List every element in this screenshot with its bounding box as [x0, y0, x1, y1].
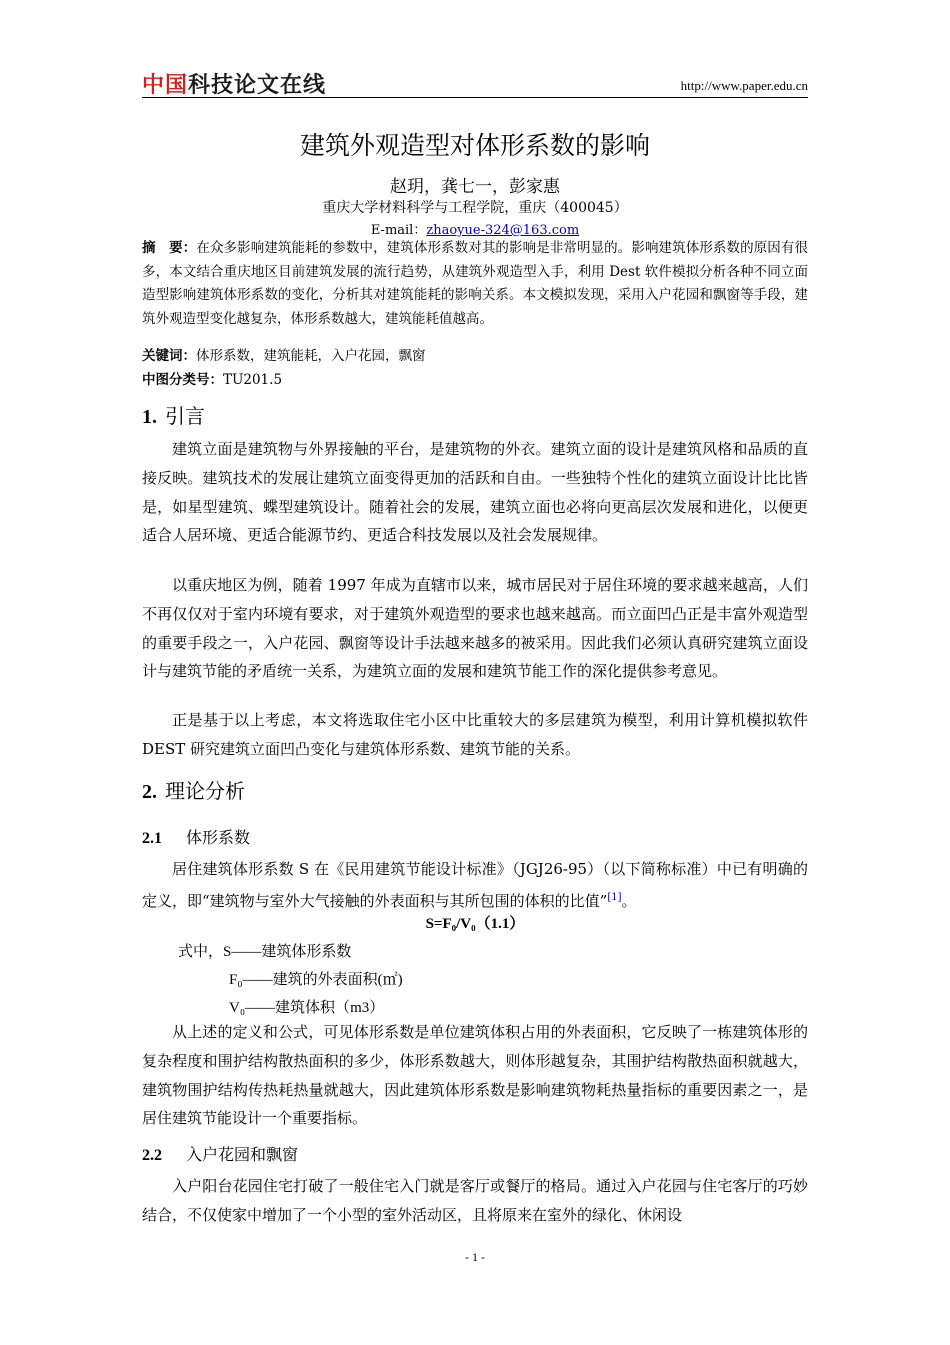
keywords	[142, 345, 808, 367]
paragraph-end: 。	[621, 891, 637, 910]
header-rule	[142, 97, 808, 98]
site-logo[interactable]	[142, 68, 326, 99]
abstract	[142, 237, 808, 331]
paragraph-text: 居住建筑体形系数 S 在《民用建筑节能设计标准》（JGJ26-95）（以下简称标准）中已有明确的定义，即“建筑物与室外大气接触的外表面积与其所包围的体积的比值”	[142, 860, 808, 910]
paragraph: 入户阳台花园住宅打破了一般住宅入门就是客厅或餐厅的格局。通过入户花园与住宅客厅的巧妙结合，不仅使家中增加了一个小型的室外活动区，且将原来在室外的绿化、休闲设	[142, 1177, 808, 1224]
clc-label: 中图分类号：	[142, 372, 223, 388]
paper-authors: 赵玥，龚七一，彭家惠	[390, 177, 560, 197]
keywords-label: 关键词：	[142, 348, 196, 364]
definition-line: V₀——建筑体积（m3）	[229, 1000, 385, 1016]
section-title: 理论分析	[165, 779, 245, 803]
logo-text-red: 中国	[142, 73, 189, 98]
section-title: 引言	[165, 404, 205, 428]
subsection-title: 体形系数	[186, 828, 251, 847]
paper-affiliation: 重庆大学材料科学与工程学院，重庆（400045）	[322, 200, 628, 216]
section-heading-2	[142, 775, 245, 804]
paragraph: 正是基于以上考虑，本文将选取住宅小区中比重较大的多层建筑为模型，利用计算机模拟软件 DEST 研究建筑立面凹凸变化与建筑体形系数、建筑节能的关系。	[142, 711, 808, 758]
abstract-text: 在众多影响建筑能耗的参数中，建筑体形系数对其的影响是非常明显的。影响建筑体形系数的原因有很多，本文结合重庆地区目前建筑发展的流行趋势，从建筑外观造型入手，利用 Dest 软件模拟分析各种不同立面造型影响建筑体形系数的变化，分析其对建筑能耗的影响关系。本文模拟发现，采用入户花园和飘窗等手段，建筑外观造型变化越复杂，体形系数越大，建筑能耗值越高。	[142, 240, 808, 327]
paragraph	[142, 855, 808, 916]
paragraph: 从上述的定义和公式，可见体形系数是单位建筑体积占用的外表面积，它反映了一栋建筑体形的复杂程度和围护结构散热面积的多少，体形系数越大，则体形越复杂，其围护结构散热面积就越大，建筑物围护结构传热耗热量就越大，因此建筑体形系数是影响建筑物耗热量指标的重要因素之一，是居住建筑节能设计一个重要指标。	[142, 1023, 808, 1128]
definition-line: 式中，S——建筑体形系数	[178, 944, 352, 960]
equation: S=F₀/V₀（1.1）	[425, 916, 525, 932]
section-number: 1.	[142, 406, 157, 428]
abstract-label: 摘 要：	[142, 240, 197, 256]
logo-text-dark: 科技论文在线	[188, 73, 327, 98]
paper-email	[142, 219, 808, 238]
subsection-number: 2.1	[142, 830, 162, 847]
page-number: - 1 -	[465, 1250, 485, 1264]
email-label: E-mail：	[370, 223, 427, 238]
keywords-text: 体形系数，建筑能耗，入户花园，飘窗	[196, 348, 426, 364]
site-url[interactable]: http://www.paper.edu.cn	[680, 78, 808, 93]
subsection-number: 2.2	[142, 1147, 162, 1164]
clc-text: TU201.5	[223, 372, 283, 388]
paragraph: 以重庆地区为例，随着 1997 年成为直辖市以来，城市居民对于居住环境的要求越来越高，人们不再仅仅对于室内环境有要求，对于建筑外观造型的要求也越来越高。而立面凹凸正是丰富外观造型的重要手段之一，入户花园、飘窗等设计手法越来越多的被采用。因此我们必须认真研究建筑立面设计与建筑节能的矛盾统一关系，为建筑立面的发展和建筑节能工作的深化提供参考意见。	[142, 576, 808, 681]
subsection-title: 入户花园和飘窗	[186, 1145, 299, 1164]
definition-line: F₀——建筑的外表面积(㎡)	[229, 972, 403, 988]
email-link[interactable]: zhaoyue-324@163.com	[426, 223, 580, 238]
paragraph: 建筑立面是建筑物与外界接触的平台，是建筑物的外衣。建筑立面的设计是建筑风格和品质的直接反映。建筑技术的发展让建筑立面变得更加的活跃和自由。一些独特个性化的建筑立面设计比比皆是，如星型建筑、蝶型建筑设计。随着社会的发展，建筑立面也必将向更高层次发展和进化，以便更适合人居环境、更适合能源节约、更适合科技发展以及社会发展规律。	[142, 440, 808, 545]
subsection-heading-2-2	[142, 1142, 298, 1165]
page-header	[142, 64, 808, 98]
classification	[142, 369, 808, 391]
subsection-heading-2-1	[142, 825, 250, 848]
section-number: 2.	[142, 781, 157, 803]
paper-title: 建筑外观造型对体形系数的影响	[299, 131, 650, 160]
citation-link[interactable]: [1]	[607, 891, 622, 903]
section-heading-1	[142, 400, 205, 429]
